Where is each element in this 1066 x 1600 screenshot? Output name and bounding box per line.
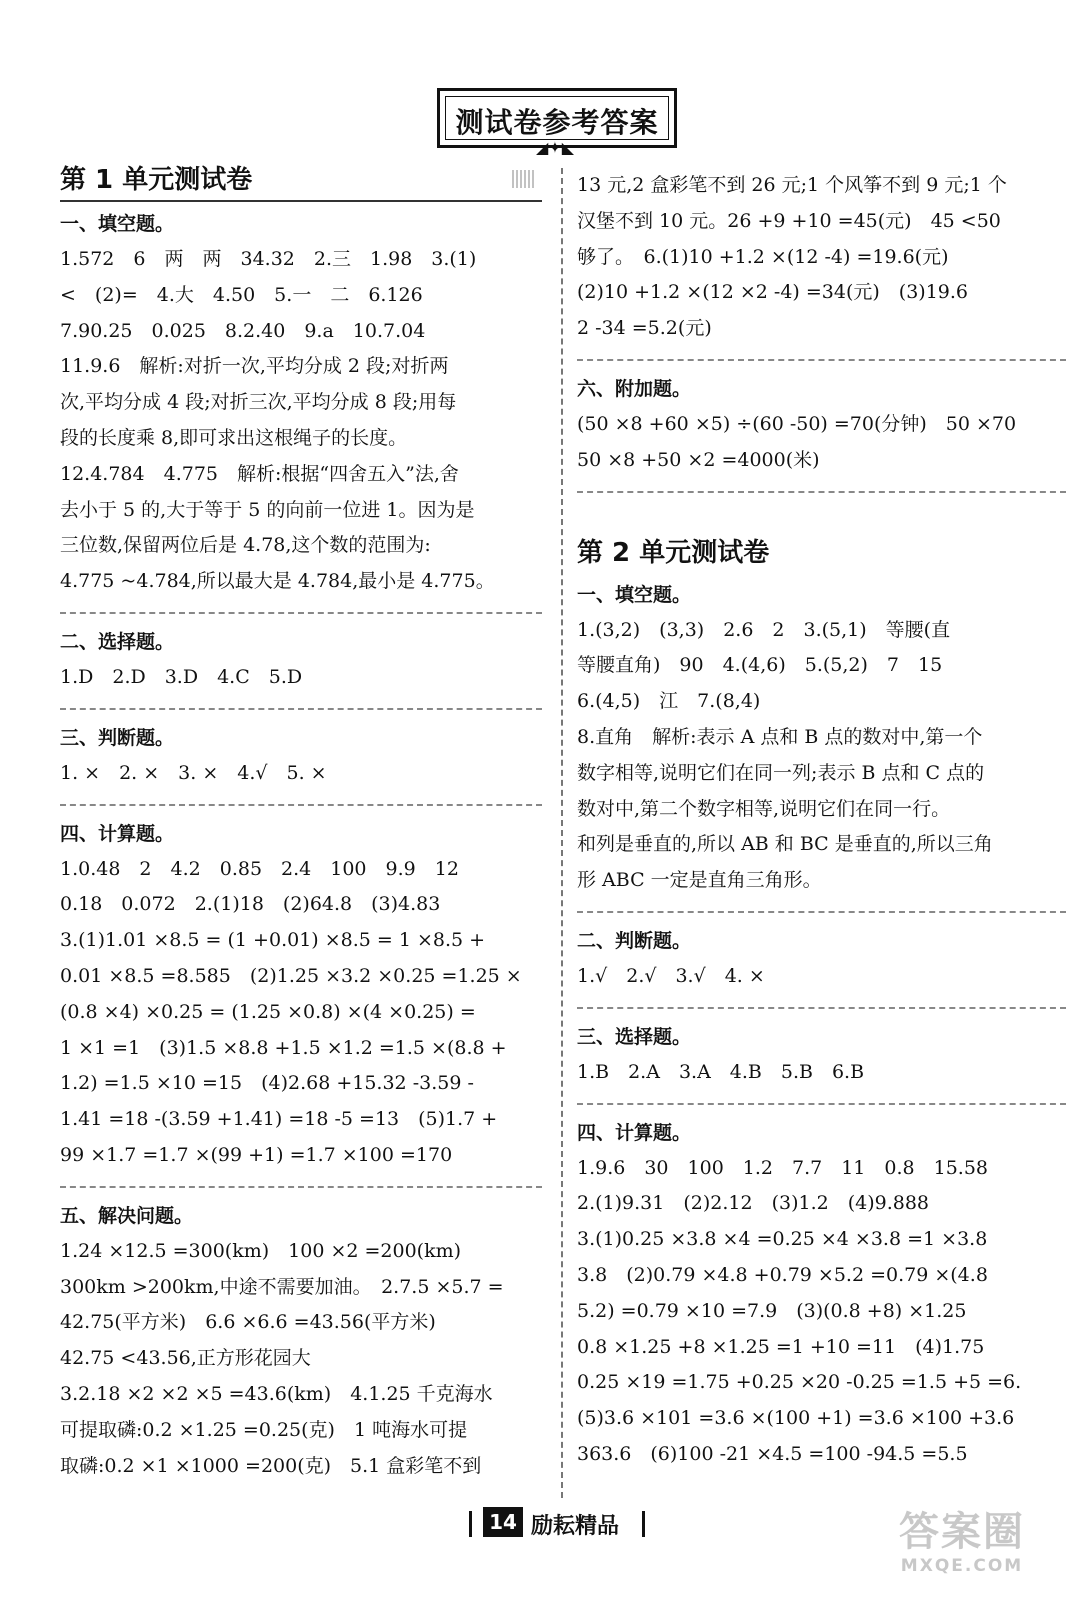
watermark-site: MXQE.COM xyxy=(900,1556,1024,1576)
text-line: 2.(1)9.31 (2)2.12 (3)1.2 (4)9.888 xyxy=(577,1192,930,1215)
banner-ornament: ◢✦◣ xyxy=(536,138,575,157)
section-title: 一、填空题。 xyxy=(60,213,175,235)
text-line: 7.90.25 0.025 8.2.40 9.a 10.7.04 xyxy=(60,319,426,342)
left-column xyxy=(60,160,542,1484)
section-separator xyxy=(577,911,1066,913)
brand-name: 励耘精品 xyxy=(531,1514,620,1539)
text-line: 0.01 ×8.5 =8.585 (2)1.25 ×3.2 ×0.25 =1.25 × xyxy=(60,964,522,987)
footer-bar xyxy=(642,1511,645,1537)
text-line: 和列是垂直的,所以 AB 和 BC 是垂直的,所以三角 xyxy=(577,833,993,856)
text-line: 4.775 ~4.784,所以最大是 4.784,最小是 4.775。 xyxy=(60,570,495,593)
section-title: 四、计算题。 xyxy=(577,1121,692,1144)
text-line: 够了。 6.(1)10 +1.2 ×(12 -4) =19.6(元) xyxy=(577,245,949,268)
section-title: 五、解决问题。 xyxy=(60,1204,194,1227)
text-line: 42.75(平方米) 6.6 ×6.6 =43.56(平方米) xyxy=(60,1311,436,1334)
unit-1-title: 第 1 单元测试卷 xyxy=(60,160,542,202)
section-separator xyxy=(577,491,1066,493)
text-line: 1.2) =1.5 ×10 =15 (4)2.68 +15.32 -3.59 - xyxy=(60,1072,474,1095)
text-line: 去小于 5 的,大于等于 5 的向前一位进 1。因为是 xyxy=(60,498,475,521)
section-title: 六、附加题。 xyxy=(577,377,692,400)
section-title: 二、选择题。 xyxy=(60,630,175,653)
section-separator xyxy=(577,359,1066,361)
text-line: 11.9.6 解析:对折一次,平均分成 2 段;对折两 xyxy=(60,355,449,378)
watermark-logo-text: 答案圈 xyxy=(899,1509,1025,1555)
text-line: 0.25 ×19 =1.75 +0.25 ×20 -0.25 =1.5 +5 =6. xyxy=(577,1371,1022,1394)
text-line: 次,平均分成 4 段;对折三次,平均分成 8 段;用每 xyxy=(60,391,457,414)
text-line: 13 元,2 盒彩笔不到 26 元;1 个风筝不到 9 元;1 个 xyxy=(577,174,1007,196)
section-separator xyxy=(60,612,542,614)
text-block xyxy=(577,168,1066,347)
section-title: 一、填空题。 xyxy=(577,583,692,606)
text-line: 1.B 2.A 3.A 4.B 5.B 6.B xyxy=(577,1060,865,1083)
text-line: 3.2.18 ×2 ×2 ×5 =43.6(km) 4.1.25 千克海水 xyxy=(60,1382,493,1405)
text-line: 363.6 (6)100 -21 ×4.5 =100 -94.5 =5.5 xyxy=(577,1442,968,1465)
text-line: 3.8 (2)0.79 ×4.8 +0.79 ×5.2 =0.79 ×(4.8 xyxy=(577,1263,988,1286)
text-line: 8.直角 解析:表示 A 点和 B 点的数对中,第一个 xyxy=(577,725,983,748)
text-line: (50 ×8 +60 ×5) ÷(60 -50) =70(分钟) 50 ×70 xyxy=(577,412,1017,435)
text-block xyxy=(60,852,542,1174)
text-line: 3.(1)1.01 ×8.5 = (1 +0.01) ×8.5 = 1 ×8.5 + xyxy=(60,929,486,952)
text-line: 1 ×1 =1 (3)1.5 ×8.8 +1.5 ×1.2 =1.5 ×(8.8 + xyxy=(60,1036,507,1059)
text-line: (5)3.6 ×101 =3.6 ×(100 +1) =3.6 ×100 +3.6 xyxy=(577,1407,1015,1430)
text-line: 50 ×8 +50 ×2 =4000(米) xyxy=(577,448,820,471)
text-line: 1. × 2. × 3. × 4.√ 5. × xyxy=(60,761,327,784)
unit-2-title: 第 2 单元测试卷 xyxy=(577,537,770,568)
page-number: 14 xyxy=(483,1507,523,1537)
text-line: 2 -34 =5.2(元) xyxy=(577,317,712,340)
section-separator xyxy=(60,708,542,710)
text-line: 取磷:0.2 ×1 ×1000 =200(克) 5.1 盒彩笔不到 xyxy=(60,1454,482,1477)
text-line: 等腰直角) 90 4.(4,6) 5.(5,2) 7 15 xyxy=(577,654,943,677)
footer-bar xyxy=(469,1511,472,1537)
text-line: (0.8 ×4) ×0.25 = (1.25 ×0.8) ×(4 ×0.25) = xyxy=(60,1000,476,1023)
section-separator xyxy=(60,804,542,806)
right-column xyxy=(577,168,1066,1498)
text-block xyxy=(60,1234,542,1485)
text-line: (2)10 +1.2 ×(12 ×2 -4) =34(元) (3)19.6 xyxy=(577,281,969,304)
text-line: 可提取磷:0.2 ×1.25 =0.25(克) 1 吨海水可提 xyxy=(60,1418,468,1441)
text-line: 数对中,第二个数字相等,说明它们在同一行。 xyxy=(577,797,951,820)
section-title: 三、选择题。 xyxy=(577,1025,692,1048)
text-line: 3.(1)0.25 ×3.8 ×4 =0.25 ×4 ×3.8 =1 ×3.8 xyxy=(577,1228,988,1251)
column-divider xyxy=(561,168,563,1498)
text-line: 0.18 0.072 2.(1)18 (2)64.8 (3)4.83 xyxy=(60,893,441,916)
section-separator xyxy=(577,1007,1066,1009)
section-title: 三、判断题。 xyxy=(60,726,175,749)
text-line: 1.D 2.D 3.D 4.C 5.D xyxy=(60,665,303,688)
text-line: 6.(4,5) 江 7.(8,4) xyxy=(577,690,761,713)
section-title: 四、计算题。 xyxy=(60,822,175,845)
text-line: 5.2) =0.79 ×10 =7.9 (3)(0.8 +8) ×1.25 xyxy=(577,1299,967,1322)
text-line: 0.8 ×1.25 +8 ×1.25 =1 +10 =11 (4)1.75 xyxy=(577,1335,985,1358)
text-block xyxy=(60,242,542,600)
text-line: 1.√ 2.√ 3.√ 4. × xyxy=(577,964,765,987)
text-line: 12.4.784 4.775 解析:根据“四舍五入”法,舍 xyxy=(60,462,459,485)
text-line: 42.75 <43.56,正方形花园大 xyxy=(60,1347,311,1370)
decorative-stripe-icon xyxy=(512,170,534,188)
text-line: < (2)= 4.大 4.50 5.一 二 6.126 xyxy=(60,283,423,306)
text-line: 汉堡不到 10 元。26 +9 +10 =45(元) 45 <50 xyxy=(577,209,1001,232)
section-separator xyxy=(577,1103,1066,1105)
text-line: 300km >200km,中途不需要加油。 2.7.5 ×5.7 = xyxy=(60,1275,504,1298)
page-footer xyxy=(469,1505,659,1541)
text-line: 数字相等,说明它们在同一列;表示 B 点和 C 点的 xyxy=(577,761,985,784)
text-line: 三位数,保留两位后是 4.78,这个数的范围为: xyxy=(60,534,431,557)
text-line: 99 ×1.7 =1.7 ×(99 +1) =1.7 ×100 =170 xyxy=(60,1143,453,1166)
text-line: 1.(3,2) (3,3) 2.6 2 3.(5,1) 等腰(直 xyxy=(577,618,951,641)
text-line: 1.24 ×12.5 =300(km) 100 ×2 =200(km) xyxy=(60,1239,462,1262)
text-line: 段的长度乘 8,即可求出这根绳子的长度。 xyxy=(60,426,408,449)
section-title: 二、判断题。 xyxy=(577,929,692,952)
page-title: 测试卷参考答案 xyxy=(455,106,659,139)
text-line: 1.572 6 两 两 34.32 2.三 1.98 3.(1) xyxy=(60,248,477,270)
text-line: 1.41 =18 -(3.59 +1.41) =18 -5 =13 (5)1.7 + xyxy=(60,1108,498,1131)
text-line: 1.9.6 30 100 1.2 7.7 11 0.8 15.58 xyxy=(577,1156,989,1179)
section-separator xyxy=(60,1186,542,1188)
watermark xyxy=(872,1508,1052,1588)
text-line: 形 ABC 一定是直角三角形。 xyxy=(577,869,822,892)
text-line: 1.0.48 2 4.2 0.85 2.4 100 9.9 12 xyxy=(60,857,459,880)
text-block xyxy=(577,1151,1066,1473)
text-block xyxy=(577,613,1066,899)
